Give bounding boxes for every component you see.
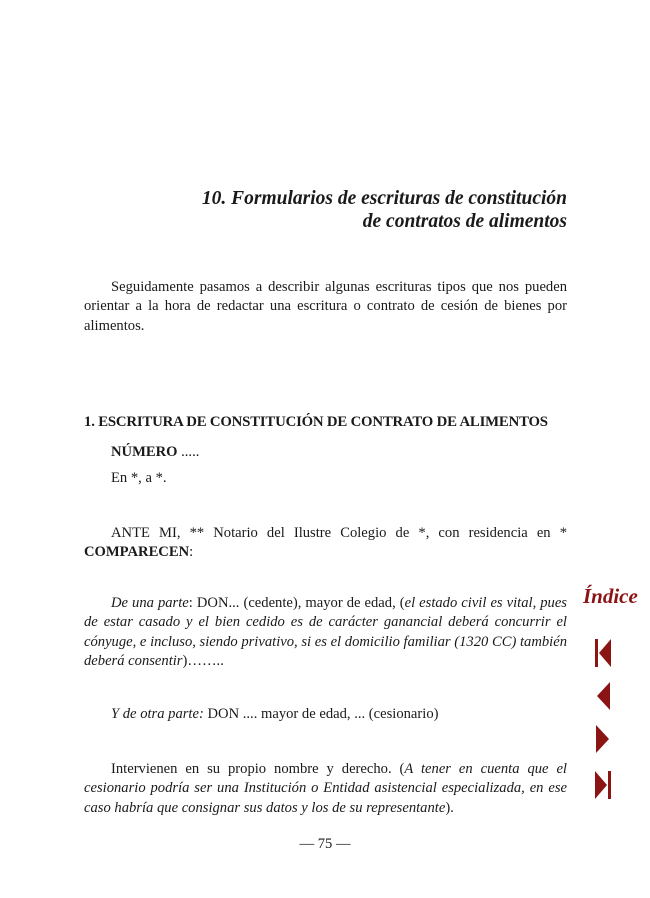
chapter-title-line-1: 10. Formularios de escrituras de constitución	[201, 188, 567, 209]
section-heading: 1. ESCRITURA DE CONSTITUCIÓN DE CONTRATO DE ALIMENTOS	[84, 414, 548, 430]
second-party-text: DON .... mayor de edad, ... (cesionario)	[203, 706, 439, 722]
comparecen-label: COMPARECEN	[84, 544, 190, 561]
intervienen-note: A tener en cuenta que el cesionario podría ser una Institución o Entidad asistencial especializada, en ese caso habría que consignar sus datos y los de su representante	[84, 761, 567, 816]
numero-label: NÚMERO	[111, 444, 178, 460]
first-party-end: )……..	[182, 652, 224, 669]
last-page-button[interactable]	[593, 769, 613, 801]
chapter-title	[150, 187, 567, 233]
intervienen-text: Intervienen en su propio nombre y derecho. (	[111, 761, 405, 777]
ante-text: ANTE MI, ** Notario del Ilustre Colegio de *, con residencia en *	[111, 525, 567, 541]
last-page-icon	[593, 769, 613, 801]
ante-end: :	[189, 544, 194, 561]
page-number: — 75 —	[299, 836, 351, 852]
previous-page-icon	[593, 680, 613, 712]
chapter-title-line-2: de contratos de alimentos	[362, 211, 567, 232]
first-page-icon	[593, 637, 613, 669]
numero-line	[111, 443, 199, 462]
first-party-text: : DON... (cedente), mayor de edad, (	[188, 595, 405, 611]
intervienen-end: ).	[445, 799, 454, 816]
next-page-button[interactable]	[593, 723, 613, 755]
numero-value: .....	[177, 444, 200, 460]
next-page-icon	[593, 723, 613, 755]
second-party-label: Y de otra parte:	[111, 706, 204, 722]
second-party-line	[111, 705, 438, 724]
ante-paragraph	[84, 524, 567, 563]
first-party-label: De una parte	[111, 595, 189, 611]
intro-paragraph: Seguidamente pasamos a describir algunas escrituras tipos que nos pueden orientar a la hora de redactar una escritura o contrato de cesión de bienes por alimentos.	[84, 279, 567, 334]
first-party-paragraph	[84, 594, 567, 671]
intervienen-paragraph	[84, 760, 567, 818]
place-date-line: En *, a *.	[111, 470, 167, 486]
first-party-note: el estado civil es vital, pues de estar casado y el bien cedido es de carácter ganancial deberá concurrir el cónyuge, e incluso, siendo privativo, si es el domicilio familiar (1320 CC) también deberá consentir	[84, 595, 567, 669]
previous-page-button[interactable]	[593, 680, 613, 712]
first-page-button[interactable]	[593, 637, 613, 669]
index-link[interactable]: Índice	[583, 584, 638, 608]
